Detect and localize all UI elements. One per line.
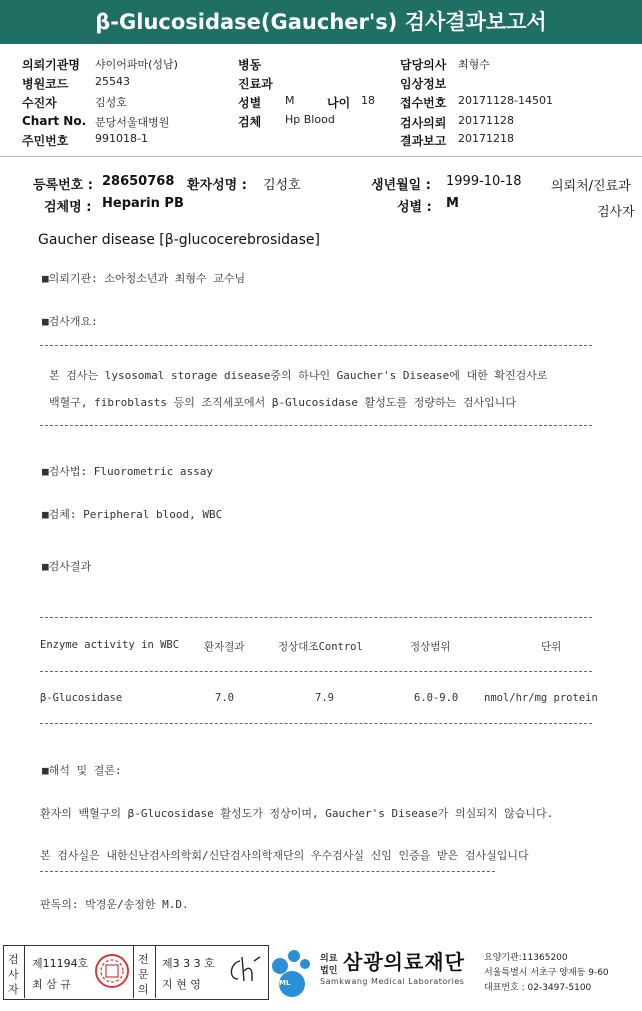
result-heading: ■검사결과 xyxy=(42,560,92,573)
name-value: 김성호 xyxy=(263,178,301,193)
doctor-value: 최형수 xyxy=(458,58,490,71)
sex2-label: 성별 : xyxy=(397,200,432,215)
clinical-label: 임상정보 xyxy=(400,77,447,91)
overview-line-2: 백혈구, fibroblasts 등의 조직세포에서 β-Glucosidase 활성도를 정량하는 검사입니다 xyxy=(49,396,516,409)
table-bottom-rule xyxy=(40,723,592,724)
examiner-seal-icon xyxy=(94,953,130,993)
table-mid-rule xyxy=(40,671,592,672)
request-label: 검사의뢰 xyxy=(400,116,447,130)
dob-label: 생년월일 : xyxy=(371,178,431,193)
org-english: Samkwang Medical Laboratories xyxy=(320,977,465,986)
client-label: 의뢰처/진료과 xyxy=(551,179,631,194)
org-phone: 대표번호 : 02-3497-5100 xyxy=(484,983,592,993)
org-name: 삼광의료재단 xyxy=(343,950,465,974)
reg-label: 등록번호 : xyxy=(33,178,93,193)
specimen-line: ■검체: Peripheral blood, WBC xyxy=(42,508,223,521)
disease-title: Gaucher disease [β-glucocerebrosidase] xyxy=(38,232,320,248)
reader-line: 판독의: 박경운/송정한 M.D. xyxy=(40,898,189,911)
request-value: 20171128 xyxy=(458,114,514,127)
sml-logo-icon xyxy=(270,948,314,1002)
org-code: 요양기관:11365200 xyxy=(484,953,568,963)
sig-divider-1 xyxy=(24,946,25,998)
institution-line: ■의뢰기관: 소아청소년과 최형수 교수님 xyxy=(42,272,246,285)
sex2-value: M xyxy=(446,196,459,211)
examiner-vert-1: 검 xyxy=(8,953,19,966)
org-address: 서울특별시 서초구 양재동 9-60 xyxy=(484,968,609,978)
row-unit: nmol/hr/mg protein xyxy=(484,692,598,704)
overview-bottom-rule xyxy=(40,425,592,426)
specimen-name-label: 검체명 : xyxy=(44,200,92,215)
hospital-code-label: 병원코드 xyxy=(22,77,69,91)
hospital-label: 의뢰기관명 xyxy=(22,58,80,72)
row-patient: 7.0 xyxy=(215,692,234,704)
interp-line: 환자의 백혈구의 β-Glucosidase 활성도가 정상이며, Gaucher's Disease가 의심되지 않습니다. xyxy=(40,807,554,820)
dob-value: 1999-10-18 xyxy=(446,174,522,189)
specimen-name-value: Heparin PB xyxy=(102,196,184,211)
specialist-vert-3: 의 xyxy=(138,983,149,996)
sex-value: M xyxy=(285,94,295,107)
receipt-label: 접수번호 xyxy=(400,96,447,110)
method-line: ■검사법: Fluorometric assay xyxy=(42,465,213,478)
sig-divider-3 xyxy=(155,946,156,998)
col-range: 정상범위 xyxy=(410,641,451,653)
col-control: 정상대조Control xyxy=(278,641,363,653)
specimen-label: 검체 xyxy=(238,115,262,129)
examiner-name: 최 삼 규 xyxy=(32,978,71,991)
interp-heading: ■해석 및 결론: xyxy=(42,764,122,777)
header-divider xyxy=(0,156,642,157)
hospital-value: 샤이어파마(성남) xyxy=(95,58,178,71)
examiner-label: 검사자 xyxy=(597,205,635,220)
name-label: 환자성명 : xyxy=(187,178,247,193)
overview-top-rule xyxy=(40,345,592,346)
receipt-value: 20171128-14501 xyxy=(458,94,553,107)
corp-small-2: 법인 xyxy=(320,966,338,976)
specialist-vert-1: 전 xyxy=(138,953,149,966)
specialist-name: 지 현 영 xyxy=(162,978,201,991)
examiner-vert-2: 사 xyxy=(8,968,19,981)
dept-label: 진료과 xyxy=(238,77,273,91)
signature-icon xyxy=(222,953,262,991)
report-date-value: 20171218 xyxy=(458,132,514,145)
specialist-number: 제3 3 3 호 xyxy=(162,957,215,970)
patient-label: 수진자 xyxy=(22,96,57,110)
hospital-code-value: 25543 xyxy=(95,75,130,88)
report-title: β-Glucosidase(Gaucher's) 검사결과보고서 xyxy=(95,10,547,34)
id-label: 주민번호 xyxy=(22,134,69,148)
overview-heading: ■검사개요: xyxy=(42,315,98,328)
age-value: 18 xyxy=(361,94,375,107)
specimen-value: Hp Blood xyxy=(285,113,335,126)
col-enzyme: Enzyme activity in WBC xyxy=(40,639,180,651)
patient-value: 김성호 xyxy=(95,96,127,109)
id-value: 991018-1 xyxy=(95,132,148,145)
sig-divider-2 xyxy=(133,946,134,998)
chart-value: 분당서울대병원 xyxy=(95,116,170,129)
specialist-vert-2: 문 xyxy=(138,968,149,981)
row-enzyme: β-Glucosidase xyxy=(40,692,123,704)
row-range: 6.0-9.0 xyxy=(414,692,459,704)
examiner-number: 제11194호 xyxy=(32,957,89,970)
sml-logo-text: SML xyxy=(274,979,291,987)
lab-rule xyxy=(40,871,495,872)
col-unit: 단위 xyxy=(541,641,562,653)
row-control: 7.9 xyxy=(315,692,334,704)
doctor-label: 담당의사 xyxy=(400,58,447,72)
examiner-vert-3: 자 xyxy=(8,983,19,996)
report-date-label: 결과보고 xyxy=(400,134,447,148)
col-patient: 환자결과 xyxy=(204,641,245,653)
chart-label: Chart No. xyxy=(22,114,87,128)
ward-label: 병동 xyxy=(238,58,262,72)
lab-line: 본 검사실은 내한신난검사의학회/신단검사의학재단의 우수검사실 신임 인증을 받은 검사실입니다 xyxy=(40,849,529,862)
age-label: 나이 xyxy=(327,96,351,110)
corp-small-1: 의료 xyxy=(320,954,338,964)
table-top-rule xyxy=(40,617,592,618)
reg-value: 28650768 xyxy=(102,174,175,189)
overview-line-1: 본 검사는 lysosomal storage disease중의 하나인 Gaucher's Disease에 대한 확진검사로 xyxy=(49,369,548,382)
sex-label: 성별 xyxy=(238,96,262,110)
